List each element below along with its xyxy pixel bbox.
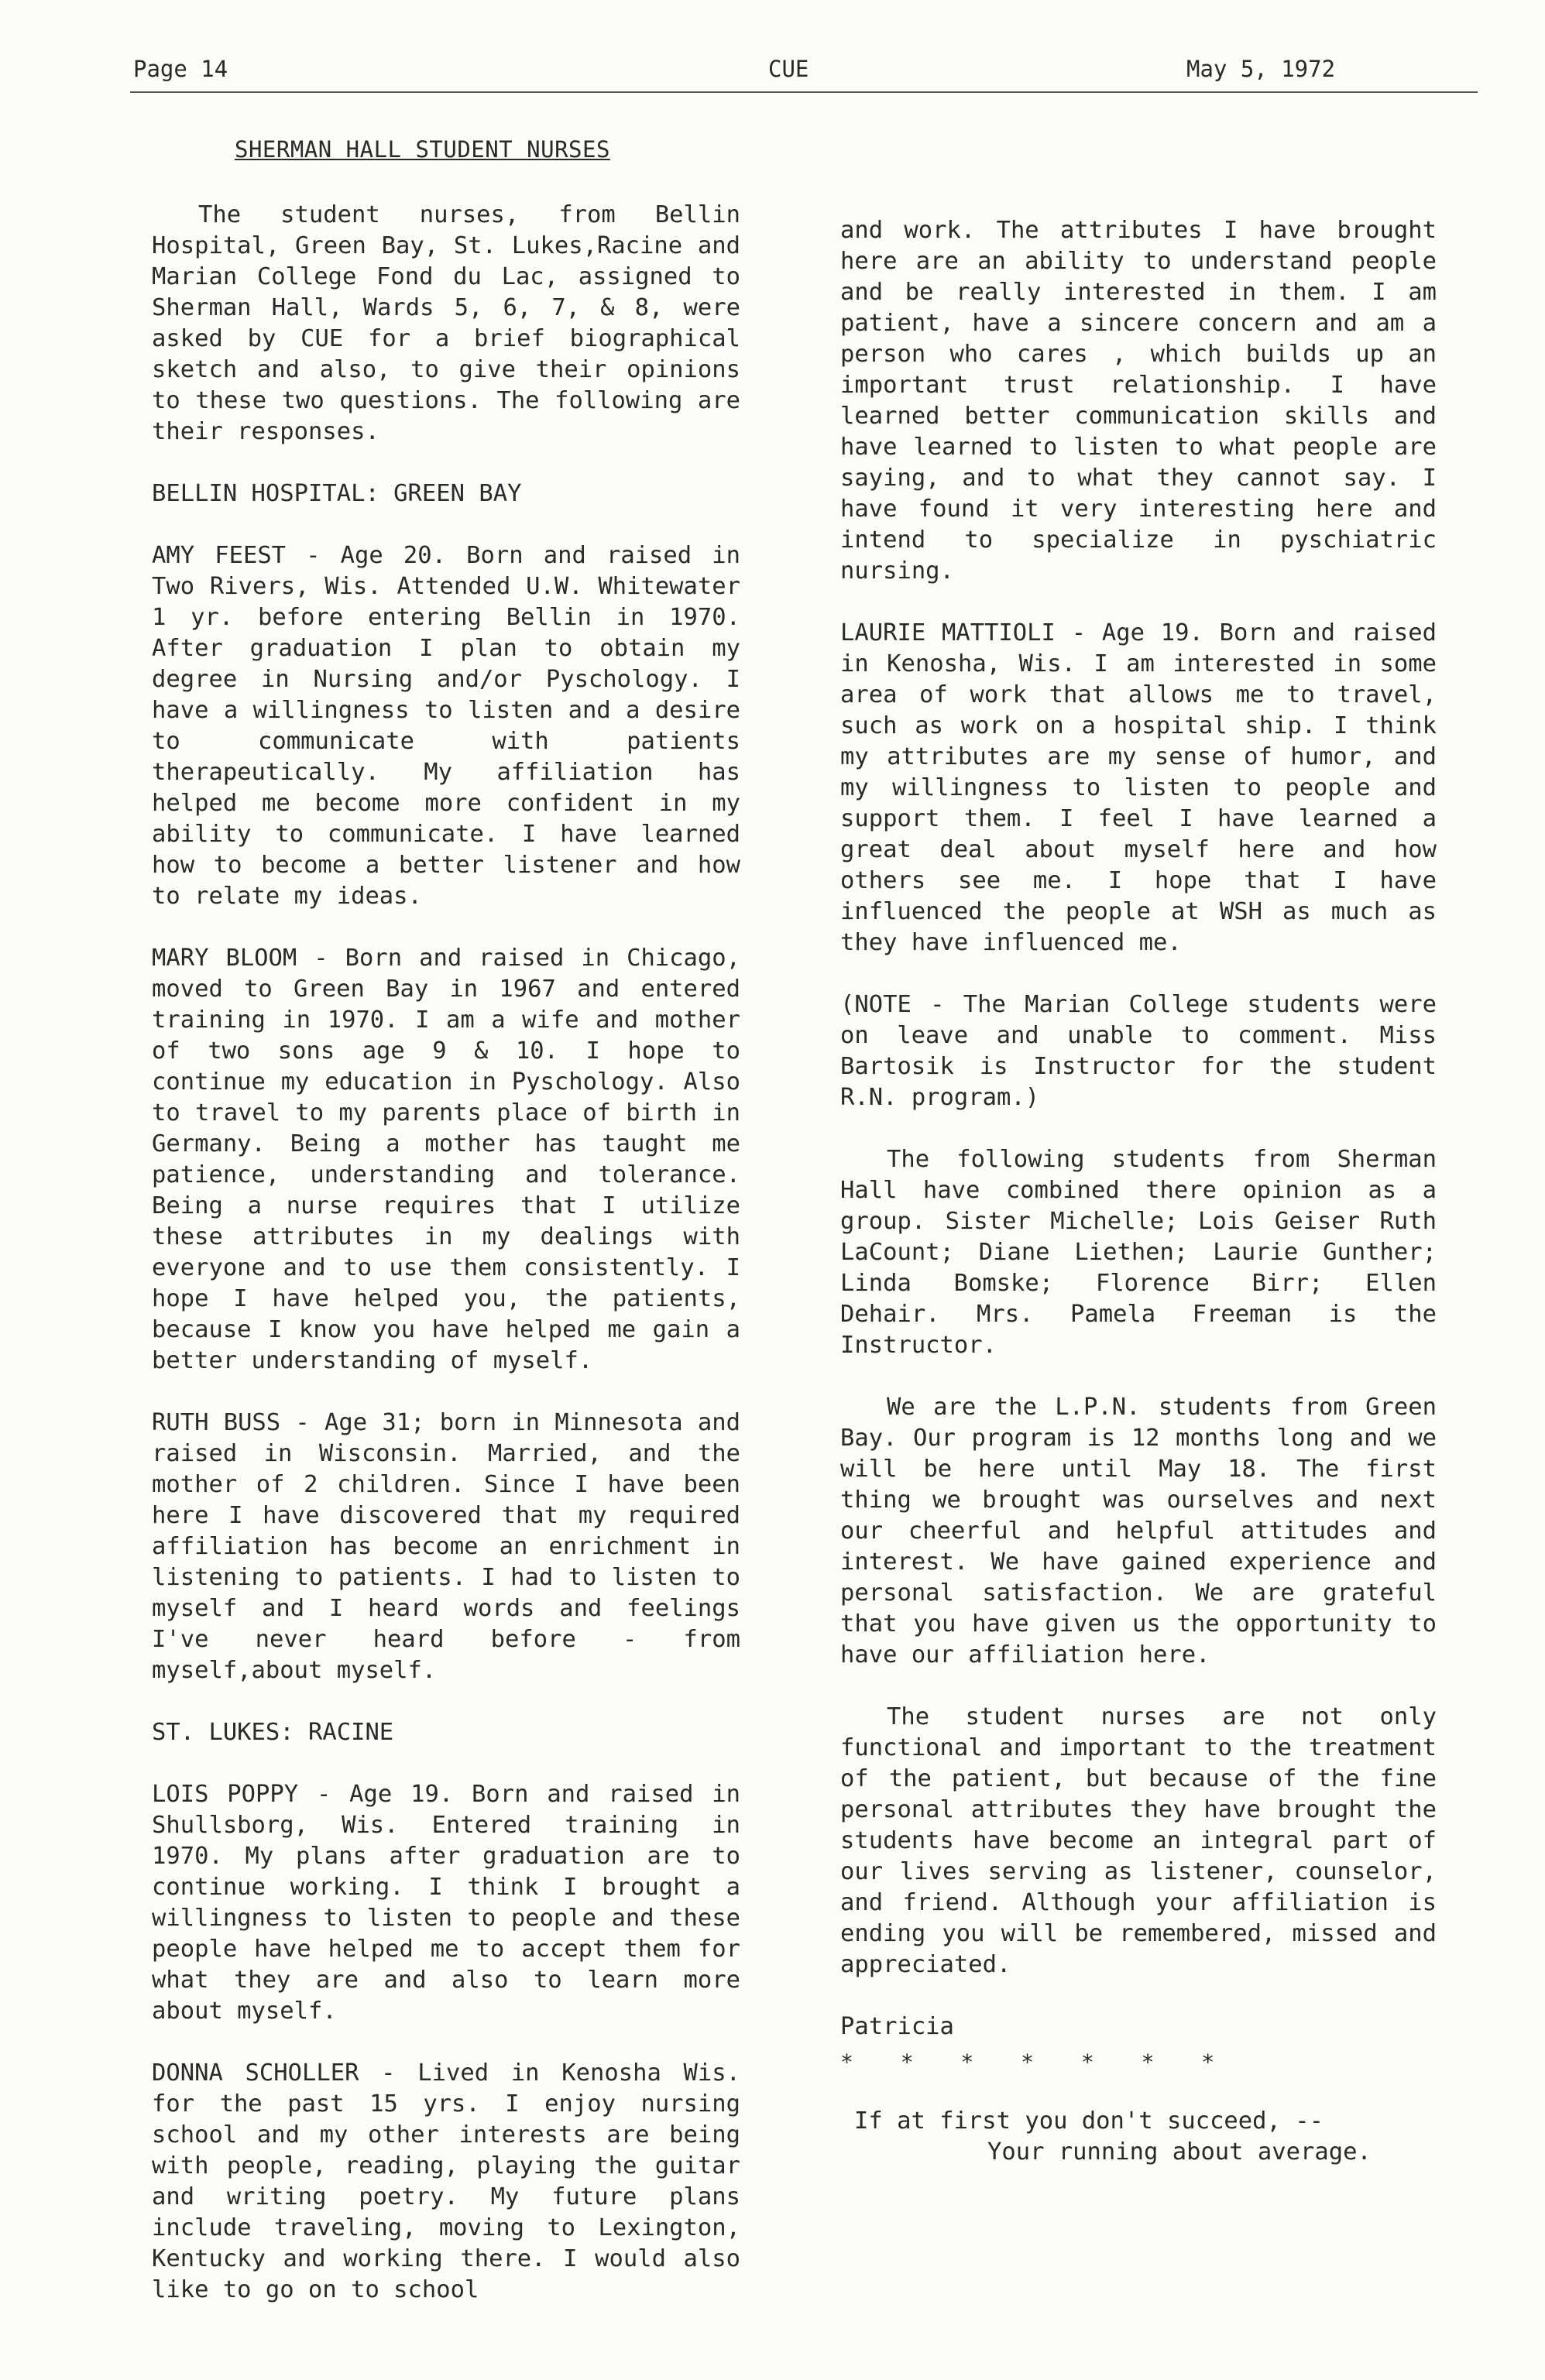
lpn-students-paragraph: We are the L.P.N. students from Green Bay. Our program is 12 months long and we will be here until May 18. The first thing we brought was ourselves and next our cheerful and helpful attitudes and interest. We have gained experience and personal satisfaction. We are grateful that you have given us the opportunity to have our affiliation here. <box>840 1394 1437 1668</box>
intro-paragraph: The student nurses, from Bellin Hospital, Green Bay, St. Lukes,Racine and Marian College Fond du Lac, assigned to Sherman Hall, Wards 5, 6, 7, & 8, were asked by CUE for a brief biographical sketch and also, to give their opinions to these two questions. The following are their responses. <box>152 201 740 445</box>
bio-laurie-mattioli: LAURIE MATTIOLI - Age 19. Born and raised in Kenosha, Wis. I am interested in some area of work that allows me to travel, such as work on a hospital ship. I think my attributes are my sense of humor, and my willingness to listen to people and support them. I feel I have learned a great deal about myself here and how others see me. I hope that I have influenced the people at WSH as much as they have influenced me. <box>840 619 1437 956</box>
issue-date: May 5, 1972 <box>1186 56 1336 82</box>
article-headline: SHERMAN HALL STUDENT NURSES <box>235 136 610 163</box>
bio-ruth-buss: RUTH BUSS - Age 31; born in Minnesota and raised in Wisconsin. Married, and the mother of 2 children. Since I have been here I have discovered that my required affiliation has become an enrichment in listening to patients. I had to listen to myself and I heard words and feelings I've never heard before - from myself,about myself. <box>152 1409 740 1684</box>
bio-lois-poppy: LOIS POPPY - Age 19. Born and raised in Shullsborg, Wis. Entered training in 1970. My plans after graduation are to continue working. I think I brought a willingness to listen to people and these people have helped me to accept them for what they are and also to learn more about myself. <box>152 1781 740 2025</box>
header-rule <box>130 91 1478 93</box>
marian-college-note: (NOTE - The Marian College students were on leave and unable to comment. Miss Bartosik is Instructor for the student R.N. program.) <box>840 991 1437 1111</box>
closing-paragraph: The student nurses are not only functional and important to the treatment of the patient, but because of the fine personal attributes they have brought the students have become an integral part of our lives serving as listener, counselor, and friend. Although your affiliation is ending you will be remembered, missed and appreciated. <box>840 1703 1437 1978</box>
page-number: Page 14 <box>133 56 228 82</box>
bio-mary-bloom: MARY BLOOM - Born and raised in Chicago, moved to Green Bay in 1967 and entered training in 1970. I am a wife and mother of two sons age 9 & 10. I hope to continue my education in Pyschology. Also to travel to my parents place of birth in Germany. Being a mother has taught me patience, understanding and tolerance. Being a nurse requires that I utilize these attributes in my dealings with everyone and to use them consistently. I hope I have helped you, the patients, because I know you have helped me gain a better understanding of myself. <box>152 945 740 1374</box>
left-column <box>152 200 740 2337</box>
section-heading-bellin: BELLIN HOSPITAL: GREEN BAY <box>152 480 522 507</box>
bio-donna-scholler: DONNA SCHOLLER - Lived in Kenosha Wis. for the past 15 yrs. I enjoy nursing school and my other interests are being with people, reading, playing the guitar and writing poetry. My future plans include traveling, moving to Lexington, Kentucky and working there. I would also like to go on to school <box>152 2059 740 2303</box>
right-column <box>840 215 1437 2168</box>
bio-donna-scholler-continued: and work. The attributes I have brought here are an ability to understand people and be really interested in them. I am patient, have a sincere concern and am a person who cares , which builds up an important trust relationship. I have learned better communication skills and have learned to listen to what people are saying, and to what they cannot say. I have found it very interesting here and intend to specialize in pyschiatric nursing. <box>840 217 1437 585</box>
author-signature: Patricia <box>840 2013 954 2040</box>
group-students-paragraph: The following students from Sherman Hall have combined there opinion as a group. Sister Michelle; Lois Geiser Ruth LaCount; Diane Liethen; Laurie Gunther; Linda Bomske; Florence Birr; Ellen Dehair. Mrs. Pamela Freeman is the Instructor. <box>840 1146 1437 1359</box>
publication-name: CUE <box>768 56 809 82</box>
section-heading-st-lukes: ST. LUKES: RACINE <box>152 1719 394 1746</box>
filler-quote-line-2: Your running about average. <box>987 2138 1372 2166</box>
bio-amy-feest: AMY FEEST - Age 20. Born and raised in Two Rivers, Wis. Attended U.W. Whitewater 1 yr. before entering Bellin in 1970. After graduation I plan to obtain my degree in Nursing and/or Pyschology. I have a willingness to listen and a desire to communicate with patients therapeutically. My affiliation has helped me become more confident in my ability to communicate. I have learned how to become a better listener and how to relate my ideas. <box>152 542 740 910</box>
separator-stars: * * * * * * * <box>840 2049 1232 2075</box>
filler-quote-line-1: If at first you don't succeed, -- <box>854 2107 1324 2135</box>
